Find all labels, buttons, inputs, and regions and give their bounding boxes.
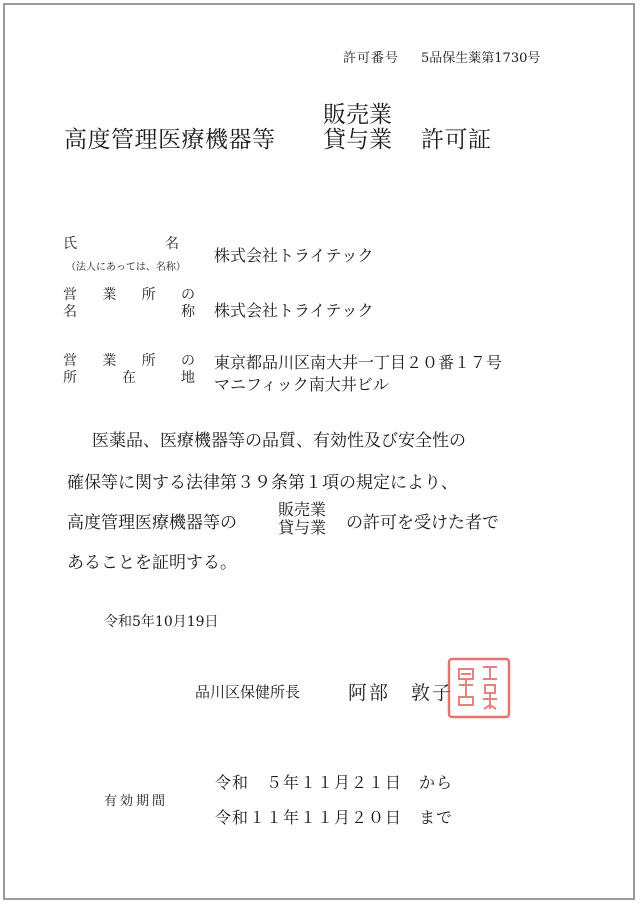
label-char: 地 bbox=[181, 370, 195, 386]
label-char: の bbox=[180, 287, 195, 303]
body-line-3-after: の許可を受けた者で bbox=[346, 513, 499, 533]
issuer-office: 品川区保健所長 bbox=[195, 683, 301, 701]
label-char: 所 bbox=[141, 353, 156, 369]
validity-label: 有効期間 bbox=[104, 794, 169, 809]
issue-date: 令和5年10月19日 bbox=[104, 614, 219, 630]
name-label bbox=[63, 233, 179, 253]
validity-from: 令和 ５年１１月２１日 から bbox=[215, 773, 454, 792]
label-char: 営 bbox=[63, 287, 77, 303]
office-address-value-line2: マニフィック南大井ビル bbox=[214, 375, 389, 394]
label-char: 所 bbox=[63, 370, 77, 386]
name-label-note: （法人にあっては、名称） bbox=[66, 262, 186, 273]
title-certificate: 許可証 bbox=[421, 127, 492, 153]
body-line-1: 医薬品、医療機器等の品質、有効性及び安全性の bbox=[92, 431, 466, 451]
permit-number-label: 許可番号 bbox=[343, 51, 400, 66]
label-char: 業 bbox=[102, 287, 117, 303]
body-business-type-stack bbox=[278, 501, 326, 537]
title-stack-lending: 貸与業 bbox=[323, 127, 392, 153]
validity-to: 令和１１年１１月２０日 まで bbox=[215, 808, 454, 827]
label-char: 営 bbox=[63, 353, 77, 369]
name-label-char: 名 bbox=[165, 236, 179, 252]
label-char: 称 bbox=[181, 304, 195, 320]
official-seal-stamp bbox=[447, 657, 511, 719]
label-char: 所 bbox=[141, 287, 156, 303]
permit-number-value: 5品保生薬第1730号 bbox=[421, 51, 541, 66]
office-name-label-line2 bbox=[63, 301, 195, 321]
label-char: の bbox=[180, 353, 195, 369]
name-value: 株式会社トライテック bbox=[214, 246, 374, 265]
body-line-4: あることを証明する。 bbox=[67, 553, 237, 573]
body-line-2: 確保等に関する法律第３９条第１項の規定により、 bbox=[67, 473, 458, 493]
office-name-value: 株式会社トライテック bbox=[214, 301, 374, 320]
issuer-name: 阿部 敦子 bbox=[348, 682, 454, 704]
body-stack-sales: 販売業 bbox=[278, 500, 327, 519]
label-char: 在 bbox=[122, 370, 136, 386]
body-stack-lending: 貸与業 bbox=[278, 518, 327, 537]
office-address-label-line2 bbox=[63, 367, 195, 387]
label-char: 業 bbox=[102, 353, 117, 369]
label-char: 名 bbox=[63, 304, 77, 320]
office-address-value-line1: 東京都品川区南大井一丁目２０番１７号 bbox=[214, 353, 503, 372]
title-main: 高度管理医療機器等 bbox=[64, 127, 276, 153]
body-line-3-before: 高度管理医療機器等の bbox=[67, 513, 237, 533]
name-label-char: 氏 bbox=[63, 236, 77, 252]
permit-number bbox=[343, 47, 540, 66]
title-stack-sales: 販売業 bbox=[323, 102, 392, 128]
title-business-type-stack bbox=[323, 103, 392, 153]
